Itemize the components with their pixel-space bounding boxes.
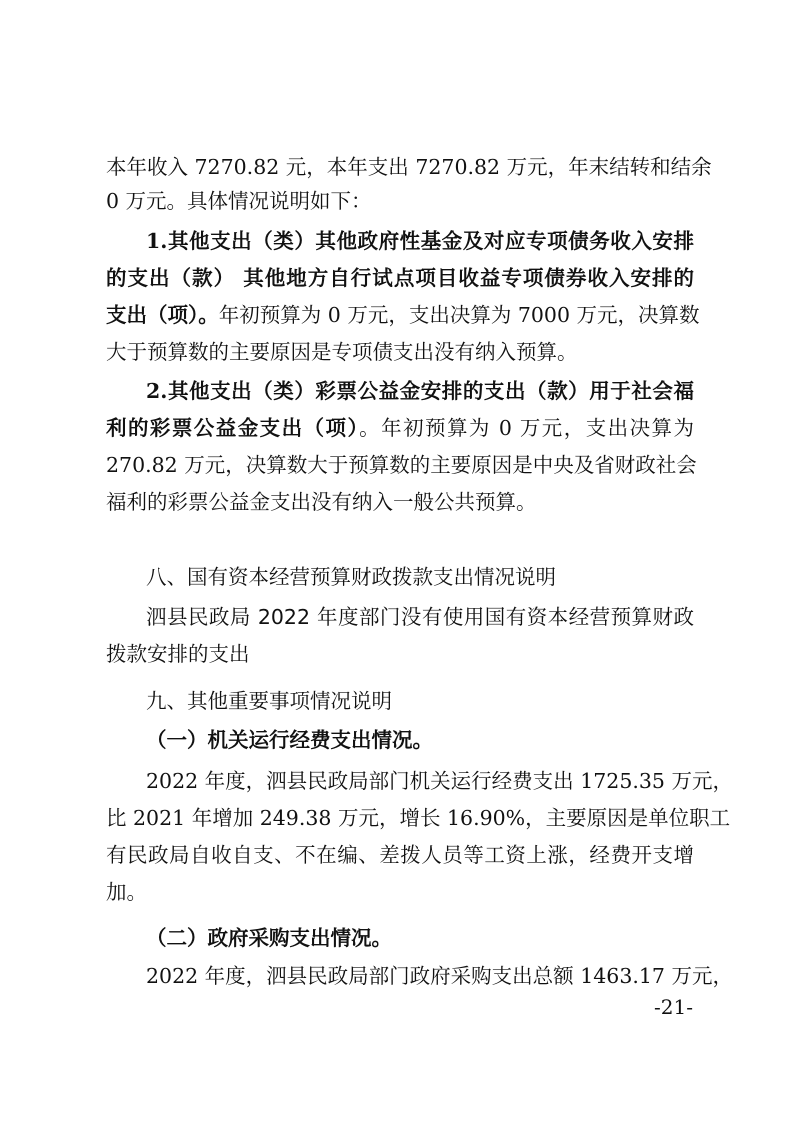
subsection-heading: （一）机关运行经费支出情况。 <box>146 728 433 752</box>
text-fragment: 年初预算为 0 万元，支出决算为 7000 万元，决算数 <box>218 303 700 327</box>
text-line: 加。 <box>106 880 147 904</box>
text-line: 2022 年度，泗县民政局部门政府采购支出总额 1463.17 万元， <box>146 964 733 988</box>
item-heading-line: 的支出（款） 其他地方自行试点项目收益专项债券收入安排的 <box>106 266 694 290</box>
section-heading: 九、其他重要事项情况说明 <box>146 689 392 713</box>
page-number: -21- <box>654 995 693 1019</box>
text-line: 拨款安排的支出 <box>106 642 250 666</box>
item-heading-line: 2.其他支出（类）彩票公益金安排的支出（款）用于社会福 <box>146 379 694 403</box>
item-heading-fragment: 支出（项）。 <box>106 303 219 327</box>
subsection-heading: （二）政府采购支出情况。 <box>146 926 392 950</box>
text-line: 比 2021 年增加 249.38 万元，增长 16.90%，主要原因是单位职工 <box>106 806 731 830</box>
text-line <box>106 410 694 446</box>
item-heading-line: 1.其他支出（类）其他政府性基金及对应专项债务收入安排 <box>146 229 694 253</box>
text-line: 本年收入 7270.82 元，本年支出 7270.82 万元，年末结转和结余 <box>106 155 712 179</box>
text-line: 大于预算数的主要原因是专项债支出没有纳入预算。 <box>106 340 578 364</box>
text-line: 福利的彩票公益金支出没有纳入一般公共预算。 <box>106 490 537 514</box>
text-line: 0 万元。具体情况说明如下： <box>106 189 372 213</box>
text-fragment: 。年初预算为 0 万元，支出决算为 <box>359 416 695 440</box>
text-line: 2022 年度，泗县民政局部门机关运行经费支出 1725.35 万元， <box>146 769 733 793</box>
section-heading: 八、国有资本经营预算财政拨款支出情况说明 <box>146 565 556 589</box>
text-line: 270.82 万元，决算数大于预算数的主要原因是中央及省财政社会 <box>106 453 697 477</box>
text-line: 有民政局自收自支、不在编、差拨人员等工资上涨，经费开支增 <box>106 843 694 867</box>
text-line <box>106 297 700 333</box>
item-heading-fragment: 利的彩票公益金支出（项） <box>106 416 360 440</box>
text-line: 泗县民政局 2022 年度部门没有使用国有资本经营预算财政 <box>146 605 694 629</box>
